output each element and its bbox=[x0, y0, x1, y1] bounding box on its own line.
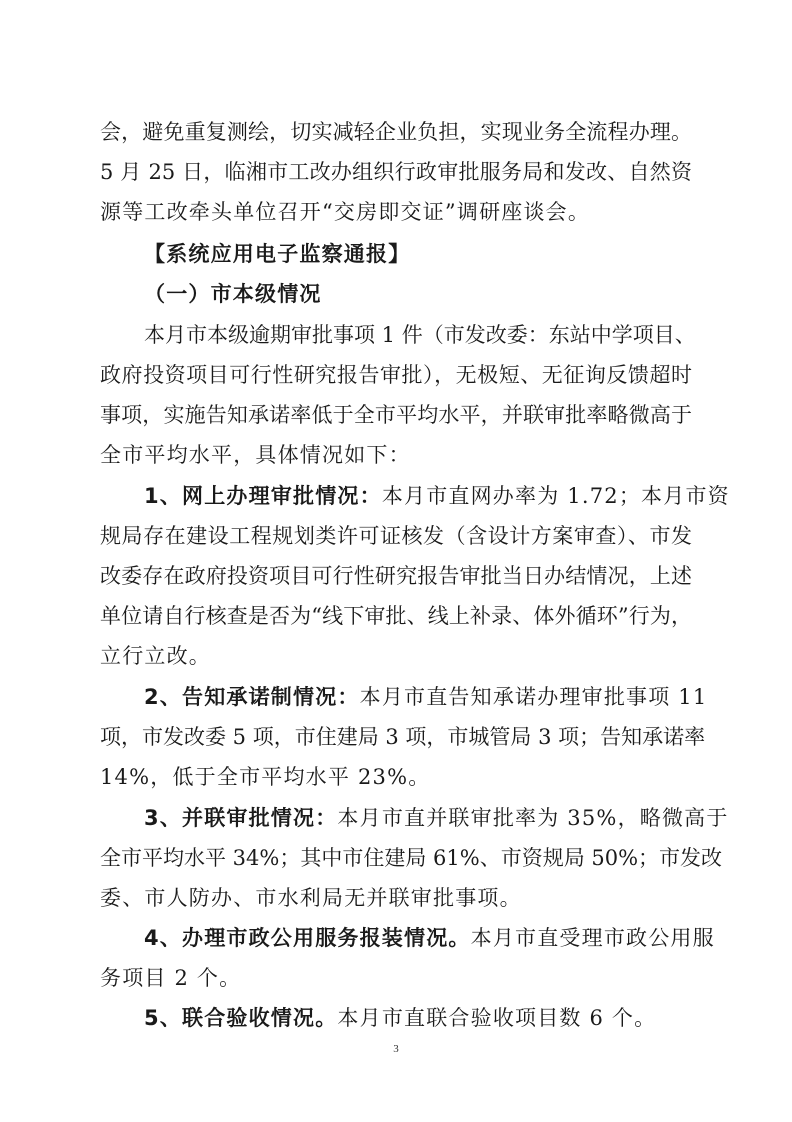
item-4-title: 4、办理市政公用服务报装情况。 bbox=[144, 926, 471, 950]
item-4-first-line bbox=[144, 924, 715, 952]
item-5-text: 本月市直联合验收项目数 6 个。 bbox=[337, 1006, 657, 1030]
item-1-text: 本月市直网办率为 1.72；本月市资 bbox=[381, 484, 730, 508]
item-1-line-5: 立行立改。 bbox=[100, 644, 211, 668]
summary-line-4: 全市平均水平，具体情况如下： bbox=[100, 443, 411, 467]
item-1-line-4: 单位请自行核查是否为“线下审批、线上补录、体外循环”行为， bbox=[100, 604, 692, 628]
item-3-line-3: 委、市人防办、市水利局无并联审批事项。 bbox=[100, 886, 522, 910]
page-number: 3 bbox=[393, 1043, 399, 1055]
intro-line-3: 源等工改牵头单位召开“交房即交证”调研座谈会。 bbox=[100, 200, 591, 224]
item-2-line-2: 项，市发改委 5 项，市住建局 3 项，市城管局 3 项；告知承诺率 bbox=[100, 725, 706, 749]
item-4-line-2: 务项目 2 个。 bbox=[100, 966, 242, 990]
summary-line-3: 事项，实施告知承诺率低于全市平均水平，并联审批率略微高于 bbox=[100, 403, 692, 427]
intro-line-2: 5 月 25 日，临湘市工改办组织行政审批服务局和发改、自然资 bbox=[100, 160, 692, 184]
subsection-heading: （一）市本级情况 bbox=[144, 282, 322, 306]
item-1-line-3: 改委存在政府投资项目可行性研究报告审批当日办结情况，上述 bbox=[100, 564, 692, 588]
intro-line-1: 会，避免重复测绘，切实减轻企业负担，实现业务全流程办理。 bbox=[100, 120, 692, 144]
item-1-first-line bbox=[144, 482, 730, 510]
summary-line-1: 本月市本级逾期审批事项 1 件（市发改委：东站中学项目、 bbox=[144, 323, 696, 347]
item-3-line-2: 全市平均水平 34%；其中市住建局 61%、市资规局 50%；市发改 bbox=[100, 846, 723, 870]
item-1-title: 1、网上办理审批情况： bbox=[144, 484, 382, 508]
item-5-title: 5、联合验收情况。 bbox=[144, 1006, 338, 1030]
item-2-first-line bbox=[144, 683, 707, 711]
item-3-text: 本月市直并联审批率为 35%，略微高于 bbox=[337, 806, 729, 830]
item-2-line-3: 14%，低于全市平均水平 23%。 bbox=[100, 765, 431, 789]
item-4-text: 本月市直受理市政公用服 bbox=[470, 926, 715, 950]
item-2-text: 本月市直告知承诺办理审批事项 11 bbox=[359, 685, 708, 709]
item-3-first-line bbox=[144, 804, 729, 832]
item-2-title: 2、告知承诺制情况： bbox=[144, 685, 360, 709]
item-3-title: 3、并联审批情况： bbox=[144, 806, 338, 830]
section-heading: 【系统应用电子监察通报】 bbox=[144, 242, 411, 266]
item-1-line-2: 规局存在建设工程规划类许可证核发（含设计方案审查）、市发 bbox=[100, 524, 692, 548]
summary-line-2: 政府投资项目可行性研究报告审批），无极短、无征询反馈超时 bbox=[100, 363, 692, 387]
item-5-first-line bbox=[144, 1004, 656, 1032]
